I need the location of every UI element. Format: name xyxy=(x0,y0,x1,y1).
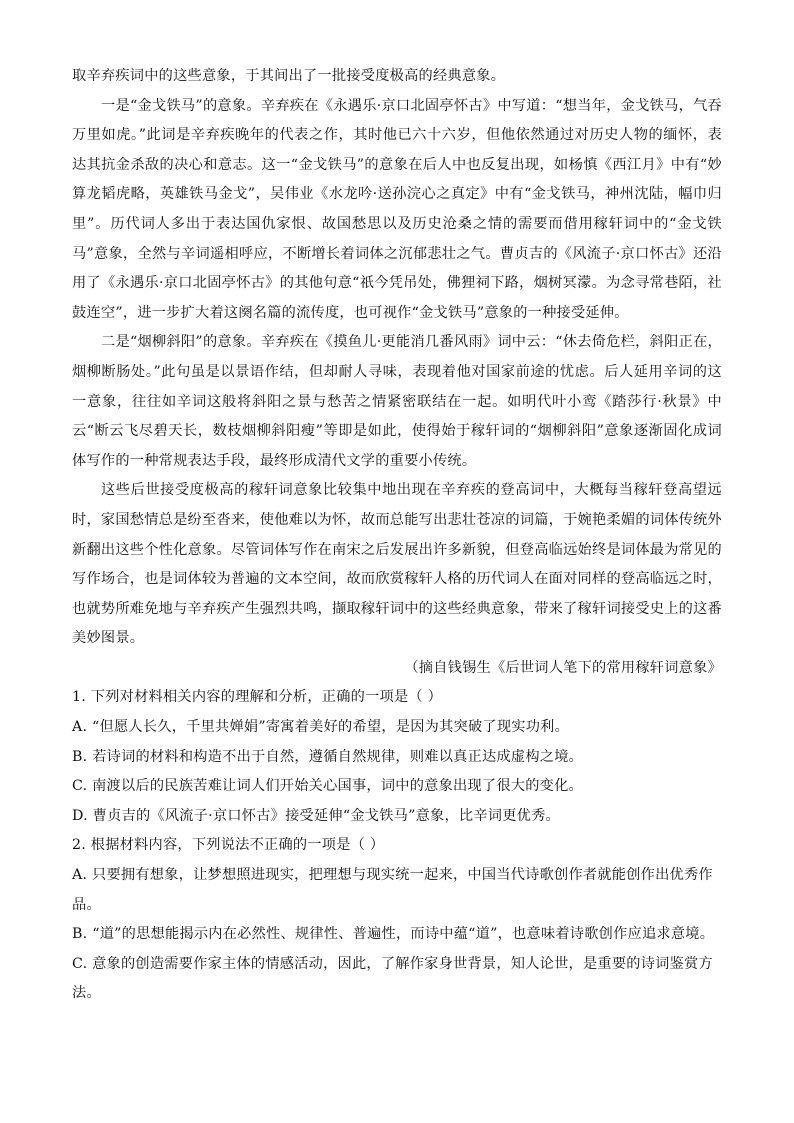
question-1 xyxy=(72,683,722,831)
paragraph-jinge-tiema: 一是“金戈铁马”的意象。辛弃疾在《永遇乐·京口北固亭怀古》中写道：“想当年，金戈铁马，气吞万里如虎。”此词是辛弃疾晚年的代表之作，其时他已六十六岁，但他依然通过对历史人物的缅怀，表达其抗金杀敌的决心和意志。这一“金戈铁马”的意象在后人中也反复出现，如杨慎《西江月》中有“妙算龙韬虎略，英雄铁马金戈”，吴伟业《水龙吟·送孙浣心之真定》中有“金戈铁马，神州沈陆，幅巾归里”。历代词人多出于表达国仇家恨、故国愁思以及历史沧桑之情的需要而借用稼轩词中的“金戈铁马”意象，全然与辛词遥相呼应，不断增长着词体之沉郁悲壮之气。曹贞吉的《风流子·京口怀古》还沿用了《永遇乐·京口北固亭怀古》的其他句意“祇今凭吊处，佛狸祠下路，烟树冥濛。为念寻常巷陌，社鼓连空”，进一步扩大着这阕名篇的流传度，也可视作“金戈铁马”意象的一种接受延伸。 xyxy=(72,97,722,321)
question-stem: 1. 下列对材料相关内容的理解和分析，正确的一项是（ ） xyxy=(72,689,443,706)
option-c: C. 南渡以后的民族苦难让词人们开始关心国事，词中的意象出现了很大的变化。 xyxy=(72,778,583,795)
paragraph-yanliu-xieyang: 二是“烟柳斜阳”的意象。辛弃疾在《摸鱼儿·更能消几番风雨》词中云：“休去倚危栏，斜阳正在，烟柳断肠处。”此句虽是以景语作结，但却耐人寻味，表现着他对国家前途的忧虑。后人延用辛词的这一意象，往往如辛词这般将斜阳之景与愁苦之情紧密联结在一起。如明代叶小鸾《踏莎行·秋景》中云“断云飞尽碧天长，数枝烟柳斜阳瘦”等即是如此，使得始于稼轩词的“烟柳斜阳”意象逐渐固化成词体写作的一种常规表达手段，最终形成清代文学的重要小传统。 xyxy=(72,334,722,469)
question-stem: 2. 根据材料内容，下列说法不正确的一项是（ ） xyxy=(72,837,385,854)
option-b: B. 若诗词的材料和构造不出于自然，遵循自然规律，则难以真正达成虚构之境。 xyxy=(72,748,584,765)
paragraph-continuation: 取辛弃疾词中的这些意象，于其间出了一批接受度极高的经典意象。 xyxy=(72,68,506,84)
paragraph-denggao: 这些后世接受度极高的稼轩词意象比较集中地出现在辛弃疾的登高词中，大概每当稼轩登高望远时，家国愁情总是纷至沓来，使他难以为怀，故而总能写出悲壮苍凉的词篇，于婉艳柔媚的词体传统外新翻出这些个性化意象。尽管词体写作在南宋之后发展出许多新貌，但登高临远始终是词体最为常见的写作场合，也是词体较为普遍的文本空间，故而欣赏稼轩人格的历代词人在面对同样的登高临远之时，也就势所难免地与辛弃疾产生强烈共鸣，撷取稼轩词中的这些经典意象，带来了稼轩词接受史上的这番美妙图景。 xyxy=(72,482,722,647)
question-2 xyxy=(72,831,722,1009)
option-a: A. “但愿人长久，千里共婵娟”寄寓着美好的希望，是因为其突破了现实功利。 xyxy=(72,719,570,736)
option-c: C. 意象的创造需要作家主体的情感活动，因此，了解作家身世背景，知人论世，是重要的诗词鉴赏方法。 xyxy=(72,955,713,1002)
document-page xyxy=(72,62,722,1009)
option-d: D. 曹贞吉的《风流子·京口怀古》接受延伸“金戈铁马”意象，比辛词更优秀。 xyxy=(72,807,560,824)
option-b: B. “道”的思想能揭示内在必然性、规律性、普遍性，而诗中蕴“道”，也意味着诗歌创作应追求意境。 xyxy=(72,926,715,943)
source-citation: （摘自钱锡生《后世词人笔下的常用稼轩词意象》 xyxy=(404,659,722,676)
option-a: A. 只要拥有想象，让梦想照进现实，把理想与现实统一起来，中国当代诗歌创作者就能创作出优秀作品。 xyxy=(72,867,713,913)
